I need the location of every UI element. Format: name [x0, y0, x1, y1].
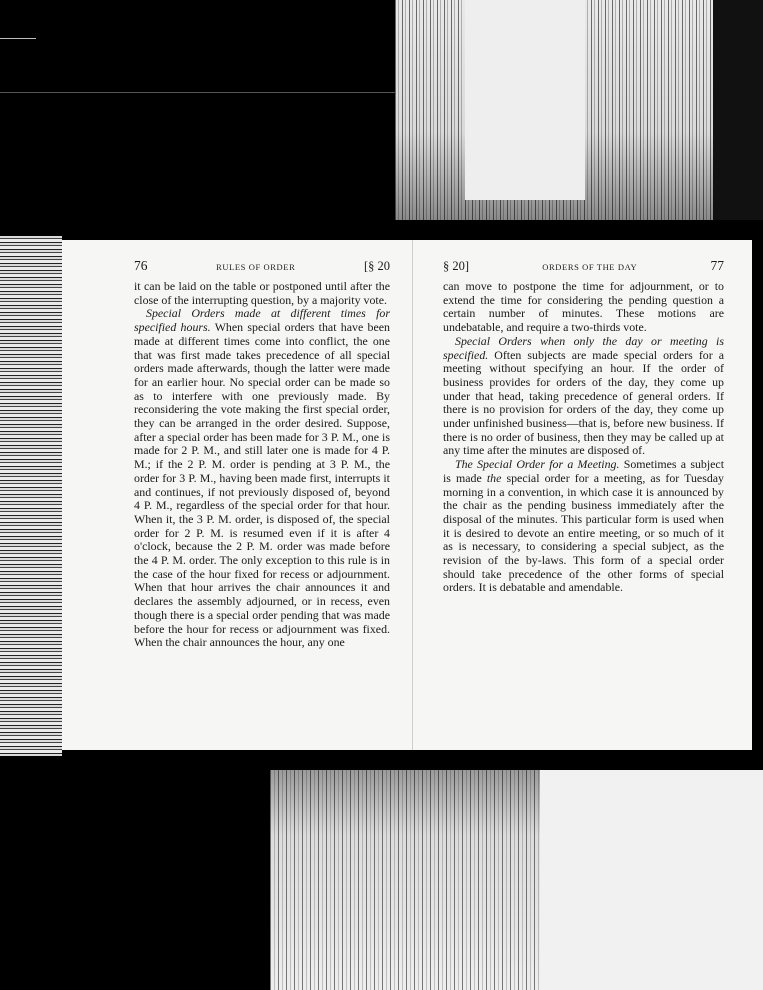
- right-running-title: ORDERS OF THE DAY: [542, 262, 638, 272]
- paragraph-heading: Special Orders when only the day or meeting is specified.: [443, 333, 724, 362]
- left-running-title: RULES OF ORDER: [216, 262, 296, 272]
- scan-line: [0, 92, 395, 93]
- left-section-mark: [§ 20: [363, 259, 390, 273]
- scan-artifact-left-edge: [0, 236, 62, 756]
- paragraph: Special Orders made at different times for specified hours. When special orders that have been made at different times come into conflict, the one that was first made takes precedence of all special orders made afterwards, though the latter were made for an earlier hour. No special order can be made so as to interfere with one previously made. By reconsidering the vote making the first special order, they can be arranged in the order desired. Suppose, after a special order has been made for 3 P. M., one is made for 2 P. M., and still later one is made for 4 P. M.; if the 2 P. M. order is pending at 3 P. M., the order for 3 P. M., having been made first, interrupts it and continues, if not previously disposed of, beyond 4 P. M., regardless of the special order for that hour. When it, the 3 P. M. order, is disposed of, the special order for 2 P. M. is resumed even if it is after 4 o'clock, because the 2 P. M. order was made before the 4 P. M. order. The only exception to this rule is in the case of the hour fixed for recess or adjournment. When that hour arrives the chair announces it and declares the assembly adjourned, or in recess, even though there is a special order pending that was made before the hour for recess or adjournment was fixed. When the chair announces the hour, any one: [134, 306, 390, 650]
- paragraph: The Special Order for a Meeting. Sometimes a subject is made the special order for a meeting, as for Tuesday morning in a convention, in which case it is announced by the chair as the pending business immediately after the disposal of the minutes. This particular form is used when it is desired to devote an entire meeting, or so much of it as is necessary, to considering a special subject, as the revision of the by-laws. This form of a special order should take precedence of the other forms of special orders. It is debatable and amendable.: [443, 457, 724, 595]
- paragraph: can move to postpone the time for adjournment, or to extend the time for considering the pending question a certain number of minutes. These motions are undebatable, and require a two-thirds vote.: [443, 279, 724, 335]
- right-running-head: [443, 258, 724, 274]
- left-page-text: [134, 280, 390, 650]
- paragraph-heading: Special Orders made at different times for specified hours.: [134, 306, 390, 335]
- left-running-head: [134, 258, 390, 274]
- right-section-mark: § 20]: [443, 259, 470, 273]
- scan-artifact-top: [395, 0, 763, 220]
- right-page: [412, 240, 752, 750]
- scan-artifact-bottom: [270, 770, 763, 990]
- paragraph: it can be laid on the table or postponed until after the close of the interrupting question, by a majority vote.: [134, 279, 390, 307]
- right-page-text: [443, 280, 724, 595]
- paragraph-heading: The Special Order for a Meeting.: [455, 457, 620, 472]
- right-page-number: 77: [710, 258, 724, 273]
- left-page: [62, 240, 412, 750]
- scan-line: [0, 38, 36, 39]
- left-page-number: 76: [134, 258, 148, 273]
- paragraph: Special Orders when only the day or meeting is specified. Often subjects are made special orders for a meeting without specifying an hour. If the order of business provides for orders of the day, they come up under that head, taking precedence of general orders. If there is no provision for orders of the day, they come up under unfinished business—that is, before new business. If there is no order of business, then they may be called up at any time after the minutes are disposed of.: [443, 333, 724, 458]
